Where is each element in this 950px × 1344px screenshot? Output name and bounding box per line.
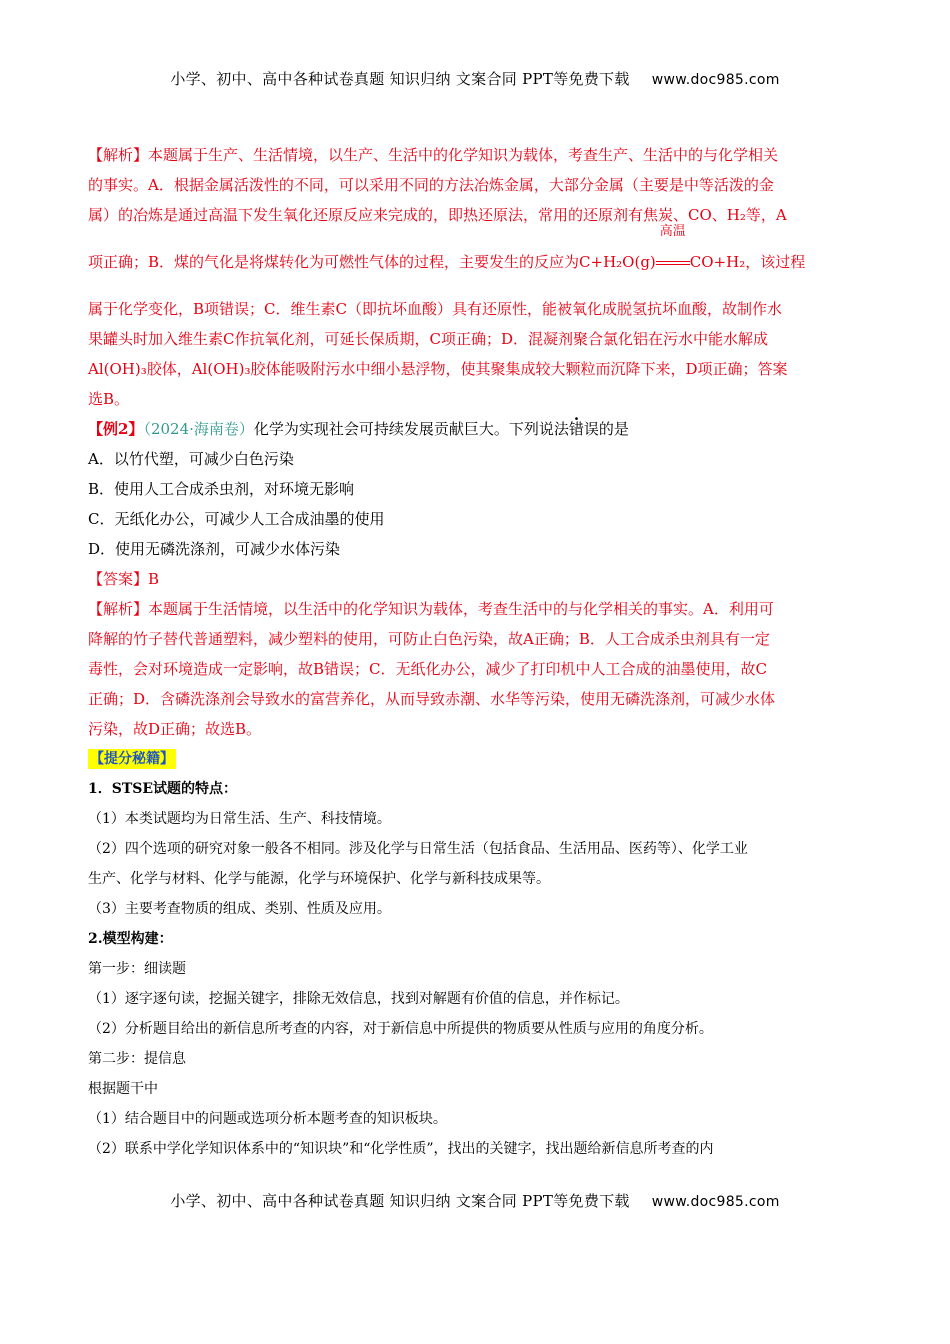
analysis-1-line: 属于化学变化，B项错误；C．维生素C（即抗坏血酸）具有还原性，能被氧化成脱氢抗坏血酸，故制作水 bbox=[88, 300, 782, 318]
example-stem: 化学为实现社会可持续发展贡献巨大。下列说法 bbox=[253, 420, 569, 438]
equals-sign bbox=[656, 261, 690, 265]
analysis-1 bbox=[88, 140, 862, 414]
analysis-2 bbox=[88, 594, 862, 744]
example-source: （2024·海南卷） bbox=[143, 420, 254, 438]
list-item: （1）逐字逐句读，挖掘关键字，排除无效信息，找到对解题有价值的信息，并作标记。 bbox=[88, 991, 629, 1007]
section-1-title: 1．STSE试题的特点： bbox=[88, 781, 238, 797]
step-2-title: 第二步：提信息 bbox=[88, 1051, 186, 1067]
list-item: （1）结合题目中的问题或选项分析本题考查的知识板块。 bbox=[88, 1111, 447, 1127]
emphasis-word: 错误 bbox=[568, 420, 599, 438]
page-footer bbox=[0, 1190, 950, 1211]
analysis-2-line: 毒性，会对环境造成一定影响，故B错误；C．无纸化办公，减少了打印机中人工合成的油墨使用，故C bbox=[88, 660, 767, 678]
analysis-1-line: 选B。 bbox=[88, 390, 130, 408]
analysis-1-line: 果罐头时加入维生素C作抗氧化剂，可延长保质期，C项正确；D．混凝剂聚合氯化铝在污水中能水解成 bbox=[88, 330, 768, 348]
example-stem-end: 的是 bbox=[598, 420, 629, 438]
step-1-title: 第一步：细读题 bbox=[88, 961, 186, 977]
list-item: （3）主要考查物质的组成、类别、性质及应用。 bbox=[88, 901, 391, 917]
analysis-1-line: 本题属于生产、生活情境，以生产、生活中的化学知识为载体，考查生产、生活中的与化学相关 bbox=[148, 146, 779, 164]
step-2-intro: 根据题干中 bbox=[88, 1081, 158, 1097]
list-item: （1）本类试题均为日常生活、生产、科技情境。 bbox=[88, 811, 391, 827]
list-item: 生产、化学与材料、化学与能源，化学与环境保护、化学与新科技成果等。 bbox=[88, 871, 550, 887]
example-2 bbox=[88, 414, 862, 594]
section-2-title: 2.模型构建： bbox=[88, 931, 173, 947]
footer-url[interactable]: www.doc985.com bbox=[651, 1194, 780, 1210]
analysis-1-line: Al(OH)₃胶体，Al(OH)₃胶体能吸附污水中细小悬浮物，使其聚集成较大颗粒而沉降下来，D项正确；答案 bbox=[88, 360, 788, 378]
analysis-1-line: 项正确；B．煤的气化是将煤转化为可燃性气体的过程，主要发生的反应为C+H₂O(g) bbox=[88, 253, 656, 271]
list-item: （2）联系中学化学知识体系中的“知识块”和“化学性质”，找出的关键字，找出题给新信息所考查的内 bbox=[88, 1141, 714, 1157]
reaction-condition bbox=[656, 224, 690, 277]
condition-label: 高温 bbox=[659, 224, 686, 239]
analysis-2-line: 污染，故D正确；故选B。 bbox=[88, 720, 262, 738]
tips-section bbox=[88, 744, 862, 1164]
header-text: 小学、初中、高中各种试卷真题 知识归纳 文案合同 PPT等免费下载 bbox=[170, 70, 630, 88]
page-header bbox=[0, 68, 950, 89]
list-item: （2）分析题目给出的新信息所考查的内容，对于新信息中所提供的物质要从性质与应用的角度分析。 bbox=[88, 1021, 713, 1037]
option-a: A．以竹代塑，可减少白色污染 bbox=[88, 450, 294, 468]
option-d: D．使用无磷洗涤剂，可减少水体污染 bbox=[88, 540, 341, 558]
answer: 【答案】B bbox=[88, 570, 160, 588]
option-c: C．无纸化办公，可减少人工合成油墨的使用 bbox=[88, 510, 385, 528]
tips-title: 【提分秘籍】 bbox=[90, 751, 174, 767]
analysis-2-line: 本题属于生活情境，以生活中的化学知识为载体，考查生活中的与化学相关的事实。A．利用可 bbox=[148, 600, 774, 618]
analysis-2-line: 降解的竹子替代普通塑料，减少塑料的使用，可防止白色污染，故A正确；B．人工合成杀虫剂具有一定 bbox=[88, 630, 770, 648]
analysis-1-line: 属）的冶炼是通过高温下发生氧化还原反应来完成的，即热还原法，常用的还原剂有焦炭、CO、H₂等，A bbox=[88, 206, 787, 224]
example-label: 【例2】 bbox=[88, 420, 144, 438]
analysis-tag: 【解析】 bbox=[88, 146, 149, 164]
footer-text: 小学、初中、高中各种试卷真题 知识归纳 文案合同 PPT等免费下载 bbox=[170, 1192, 630, 1210]
list-item: （2）四个选项的研究对象一般各不相同。涉及化学与日常生活（包括食品、生活用品、医药等）、化学工业 bbox=[88, 841, 748, 857]
header-url[interactable]: www.doc985.com bbox=[651, 72, 780, 88]
option-b: B．使用人工合成杀虫剂，对环境无影响 bbox=[88, 480, 355, 498]
analysis-1-line: 的事实。A．根据金属活泼性的不同，可以采用不同的方法冶炼金属，大部分金属（主要是中等活泼的金 bbox=[88, 176, 774, 194]
document-body bbox=[88, 140, 862, 1164]
analysis-2-line: 正确；D．含磷洗涤剂会导致水的富营养化，从而导致赤潮、水华等污染，使用无磷洗涤剂，可减少水体 bbox=[88, 690, 776, 708]
analysis-tag: 【解析】 bbox=[88, 600, 149, 618]
analysis-1-line: CO+H₂，该过程 bbox=[689, 253, 806, 271]
